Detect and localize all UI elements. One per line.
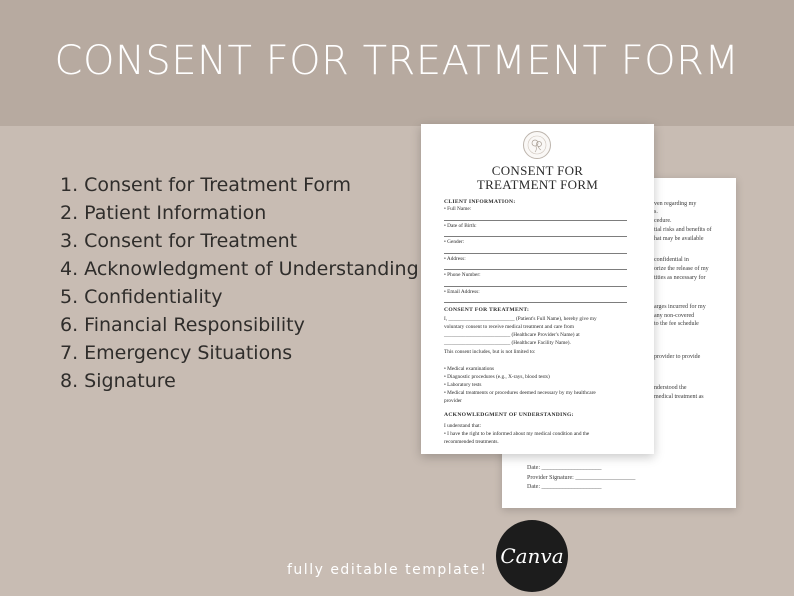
contents-item: 6. Financial Responsibility <box>60 314 305 336</box>
client-information-heading: CLIENT INFORMATION: <box>444 199 516 205</box>
treatment-bullet: • Diagnostic procedures (e.g., X-rays, blood tests) <box>444 374 550 380</box>
back-text-fragment: cedure. <box>654 218 672 224</box>
consent-text-line: This consent includes, but is not limited to: <box>444 349 536 355</box>
date-of-birth-field: • Date of Birth: <box>444 223 477 229</box>
back-text-fragment: ven regarding my <box>654 201 697 207</box>
treatment-bullet: • Medical examinations <box>444 366 495 372</box>
back-text-fragment: tities as necessary for <box>654 275 706 281</box>
contents-item: 2. Patient Information <box>60 202 267 224</box>
contents-list <box>60 171 419 395</box>
consent-heading: CONSENT FOR TREATMENT: <box>444 307 530 313</box>
banner-title: CONSENT FOR TREATMENT FORM <box>54 38 740 84</box>
field-rule <box>444 236 627 237</box>
acknowledgment-heading: ACKNOWLEDGMENT OF UNDERSTANDING: <box>444 412 574 418</box>
contents-item: 5. Confidentiality <box>60 286 223 308</box>
acknowledgment-line: • I have the right to be informed about my medical condition and the <box>444 431 590 437</box>
front-page-preview <box>421 124 654 454</box>
consent-text-line: _________________________ (Healthcare Facility Name). <box>444 340 571 346</box>
back-text-fragment: any non-covered <box>654 313 695 319</box>
field-rule <box>444 302 627 303</box>
back-text-fragment: provider to provide <box>654 354 701 360</box>
field-rule <box>444 220 627 221</box>
treatment-bullet: • Laboratory tests <box>444 382 482 388</box>
back-text-fragment: tial risks and benefits of <box>654 227 712 233</box>
treatment-bullet: provider <box>444 398 462 404</box>
back-text-fragment: confidential in <box>654 257 689 263</box>
gender-field: • Gender: <box>444 239 465 245</box>
document-title-line1: CONSENT FOR <box>491 163 584 178</box>
email-address-field: • Email Address: <box>444 289 480 295</box>
consent-text-line: I, _________________________ (Patient's Full Name), hereby give my <box>444 316 597 322</box>
canva-logo-badge <box>496 520 568 592</box>
provider-signature-line: Provider Signature: ____________________ <box>527 475 636 481</box>
address-field: • Address: <box>444 256 466 262</box>
acknowledgment-line: recommended treatments. <box>444 439 499 445</box>
title-banner <box>0 0 794 126</box>
field-rule <box>444 253 627 254</box>
contents-item: 1. Consent for Treatment Form <box>60 174 351 196</box>
contents-item: 7. Emergency Situations <box>60 342 293 364</box>
document-title-line2: TREATMENT FORM <box>476 177 599 192</box>
phone-number-field: • Phone Number: <box>444 272 481 278</box>
consent-text-line: _________________________ (Healthcare Provider's Name) at <box>444 332 580 338</box>
treatment-bullet: • Medical treatments or procedures deemed necessary by my healthcare <box>444 390 596 396</box>
contents-item: 8. Signature <box>60 370 176 392</box>
contents-item: 4. Acknowledgment of Understanding <box>60 258 419 280</box>
field-rule <box>444 269 627 270</box>
canva-logo-text: Canva <box>500 544 564 568</box>
back-text-fragment: medical treatment as <box>654 394 704 400</box>
consent-text-line: voluntary consent to receive medical treatment and care from <box>444 324 575 330</box>
floral-logo-icon <box>523 131 551 159</box>
contents-item: 3. Consent for Treatment <box>60 230 298 252</box>
back-text-fragment: nderstood the <box>654 385 687 391</box>
back-text-fragment: arges incurred for my <box>654 304 706 310</box>
back-text-fragment: s. <box>654 209 658 215</box>
signature-date-line: Date: ____________________ <box>527 465 602 471</box>
acknowledgment-line: I understand that: <box>444 423 482 429</box>
provider-date-line: Date: ____________________ <box>527 484 602 490</box>
back-text-fragment: to the fee schedule <box>654 321 699 327</box>
back-text-fragment: orize the release of my <box>654 266 709 272</box>
editable-template-caption: fully editable template! <box>287 562 488 578</box>
back-text-fragment: hat may be available <box>654 236 704 242</box>
field-rule <box>444 286 627 287</box>
full-name-field: • Full Name: <box>444 206 472 212</box>
